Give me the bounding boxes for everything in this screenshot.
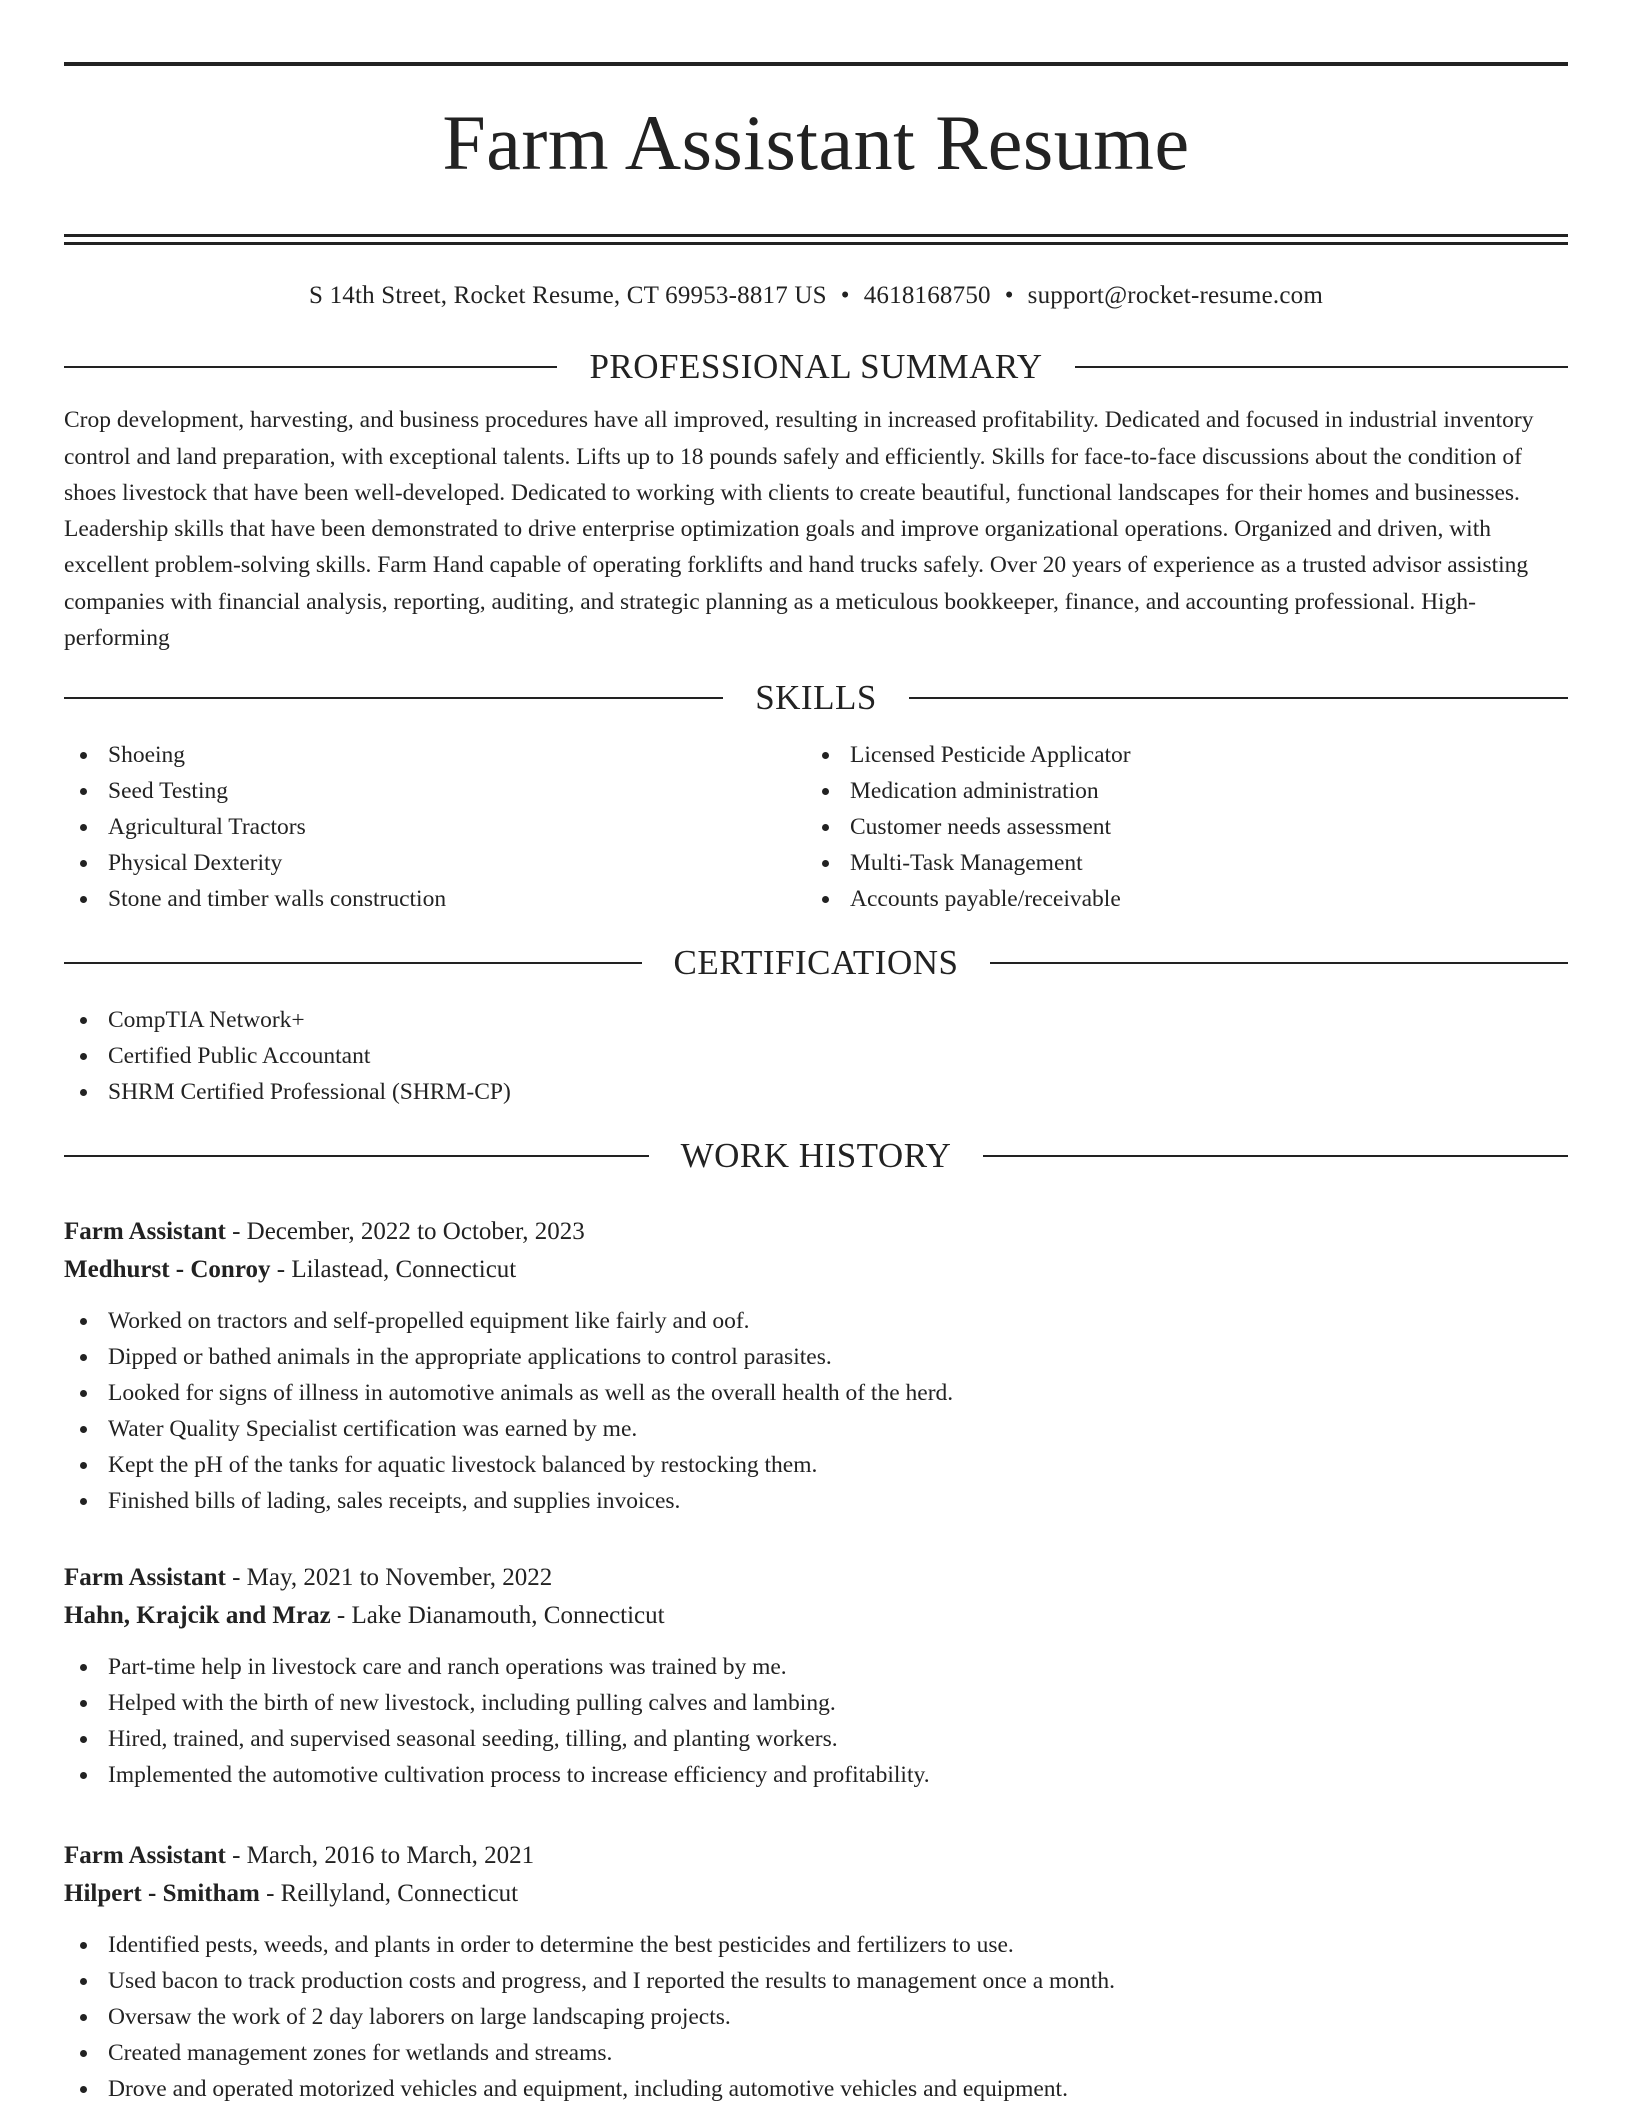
skill-item: Stone and timber walls construction <box>64 881 806 917</box>
responsibility-item: Kept the pH of the tanks for aquatic livestock balanced by restocking them. <box>64 1447 1568 1483</box>
contact-separator: • <box>840 282 850 310</box>
responsibility-item: Drove and operated motorized vehicles and equipment, including automotive vehicles and equipment. <box>64 2071 1568 2107</box>
contact-separator: • <box>1004 282 1014 310</box>
responsibility-item: Part-time help in livestock care and ranch operations was trained by me. <box>64 1649 1568 1685</box>
job-company-line <box>64 1251 1568 1289</box>
skill-item: Physical Dexterity <box>64 845 806 881</box>
skills-right-column <box>806 737 1548 917</box>
skill-item: Multi-Task Management <box>806 845 1548 881</box>
responsibility-item: Implemented the automotive cultivation process to increase efficiency and profitability. <box>64 1757 1568 1793</box>
certification-item: CompTIA Network+ <box>64 1002 1568 1038</box>
responsibility-item: Hired, trained, and supervised seasonal seeding, tilling, and planting workers. <box>64 1721 1568 1757</box>
contact-phone: 4618168750 <box>863 282 991 310</box>
job-title: Farm Assistant <box>64 1564 226 1592</box>
job-company-line <box>64 1597 1568 1635</box>
dash: - <box>259 1880 281 1908</box>
responsibility-item: Identified pests, weeds, and plants in order to determine the best pesticides and fertilizers to use. <box>64 1927 1568 1963</box>
contact-line <box>64 281 1568 311</box>
responsibility-item: Created management zones for wetlands and streams. <box>64 2035 1568 2071</box>
dash: - <box>330 1602 352 1630</box>
work-history-list <box>64 1213 1568 2107</box>
title-double-rule <box>64 234 1568 245</box>
job-dates: May, 2021 to November, 2022 <box>246 1564 553 1592</box>
responsibility-item: Water Quality Specialist certification was earned by me. <box>64 1411 1568 1447</box>
skills-left-column <box>64 737 806 917</box>
contact-email: support@rocket-resume.com <box>1027 282 1323 310</box>
skill-item: Seed Testing <box>64 773 806 809</box>
summary-heading-label: PROFESSIONAL SUMMARY <box>589 347 1043 387</box>
skill-item: Shoeing <box>64 737 806 773</box>
skills-grid <box>64 737 1568 917</box>
job-company: Medhurst - Conroy <box>64 1256 271 1284</box>
responsibility-item: Worked on tractors and self-propelled equipment like fairly and oof. <box>64 1303 1568 1339</box>
resume-page <box>64 0 1568 2107</box>
certifications-heading <box>64 943 1568 983</box>
job-entry <box>64 1213 1568 1519</box>
job-title: Farm Assistant <box>64 1218 226 1246</box>
skill-item: Licensed Pesticide Applicator <box>806 737 1548 773</box>
responsibility-item: Looked for signs of illness in automotive animals as well as the overall health of the herd. <box>64 1375 1568 1411</box>
responsibility-item: Oversaw the work of 2 day laborers on large landscaping projects. <box>64 1999 1568 2035</box>
top-rule <box>64 62 1568 66</box>
job-company: Hilpert - Smitham <box>64 1880 260 1908</box>
job-location: Lake Dianamouth, Connecticut <box>351 1602 665 1630</box>
job-company: Hahn, Krajcik and Mraz <box>64 1602 331 1630</box>
job-entry <box>64 1559 1568 1793</box>
job-dates: December, 2022 to October, 2023 <box>246 1218 585 1246</box>
job-title-line <box>64 1837 1568 1875</box>
certifications-list <box>64 1002 1568 1110</box>
dash: - <box>225 1218 247 1246</box>
responsibility-item: Finished bills of lading, sales receipts, and supplies invoices. <box>64 1483 1568 1519</box>
job-location: Lilastead, Connecticut <box>291 1256 517 1284</box>
job-location: Reillyland, Connecticut <box>280 1880 519 1908</box>
dash: - <box>270 1256 292 1284</box>
dash: - <box>225 1564 247 1592</box>
responsibility-item: Used bacon to track production costs and progress, and I reported the results to management once a month. <box>64 1963 1568 1999</box>
work-history-heading-label: WORK HISTORY <box>680 1136 952 1176</box>
job-title-line <box>64 1559 1568 1597</box>
summary-text: Crop development, harvesting, and business procedures have all improved, resulting in increased profitability. Dedicated and focused in industrial inventory control and land preparation, with exceptional talents. Lifts up to 18 pounds safely and efficiently. Skills for face-to-face discussions about the condition of shoes livestock that have been well-developed. Dedicated to working with clients to create beautiful, functional landscapes for their homes and businesses. Leadership skills that have been demonstrated to drive enterprise optimization goals and improve organizational operations. Organized and driven, with excellent problem-solving skills. Farm Hand capable of operating forklifts and hand trucks safely. Over 20 years of experience as a trusted advisor assisting companies with financial analysis, reporting, auditing, and strategic planning as a meticulous bookkeeper, finance, and accounting professional. High-performing <box>64 407 1534 652</box>
job-responsibilities <box>64 1927 1568 2107</box>
skills-heading-label: SKILLS <box>755 678 877 718</box>
responsibility-item: Dipped or bathed animals in the appropriate applications to control parasites. <box>64 1339 1568 1375</box>
certification-item: Certified Public Accountant <box>64 1038 1568 1074</box>
skill-item: Medication administration <box>806 773 1548 809</box>
job-dates: March, 2016 to March, 2021 <box>246 1842 535 1870</box>
job-title: Farm Assistant <box>64 1842 226 1870</box>
skill-item: Customer needs assessment <box>806 809 1548 845</box>
skills-heading <box>64 678 1568 718</box>
job-company-line <box>64 1875 1568 1913</box>
skill-item: Accounts payable/receivable <box>806 881 1548 917</box>
responsibility-item: Helped with the birth of new livestock, including pulling calves and lambing. <box>64 1685 1568 1721</box>
certifications-heading-label: CERTIFICATIONS <box>673 943 959 983</box>
summary-heading <box>64 347 1568 387</box>
dash: - <box>225 1842 247 1870</box>
contact-address: S 14th Street, Rocket Resume, CT 69953-8817 US <box>309 282 827 310</box>
certification-item: SHRM Certified Professional (SHRM-CP) <box>64 1074 1568 1110</box>
resume-title: Farm Assistant Resume <box>442 99 1190 186</box>
work-history-heading <box>64 1136 1568 1176</box>
job-responsibilities <box>64 1303 1568 1519</box>
job-responsibilities <box>64 1649 1568 1793</box>
job-entry <box>64 1837 1568 2107</box>
skill-item: Agricultural Tractors <box>64 809 806 845</box>
job-title-line <box>64 1213 1568 1251</box>
